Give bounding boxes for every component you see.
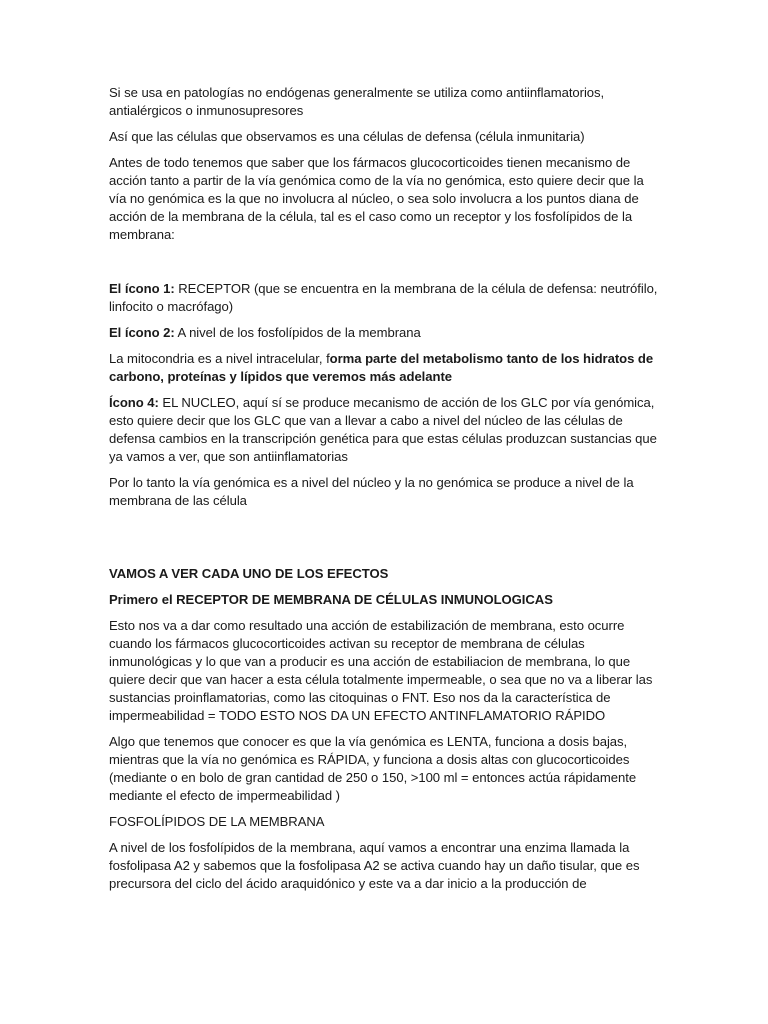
icono-1-label: El ícono 1: — [109, 281, 175, 296]
icono-4-label: Ícono 4: — [109, 395, 159, 410]
mitocondria-bold-text: orma parte del metabolismo tanto de los hidratos de carbono, proteínas y lípidos que veremos más adelante — [109, 351, 654, 384]
paragraph-uso-patologias: Si se usa en patologías no endógenas generalmente se utiliza como antiinflamatorios, antialérgicos o inmunosupresores — [109, 85, 605, 118]
mitocondria-text: La mitocondria es a nivel intracelular, f — [109, 351, 330, 366]
paragraph-fosfolipasa: A nivel de los fosfolípidos de la membrana, aquí vamos a encontrar una enzima llamada la fosfolipasa A2 y sabemos que la fosfolipasa A2 se activa cuando hay un daño tisular, que es precursora del ciclo del ácido araquidónico y este va a dar inicio a la producción de — [109, 840, 640, 891]
paragraph-mecanismo-accion: Antes de todo tenemos que saber que los fármacos glucocorticoides tienen mecanismo de acción tanto a partir de la vía genómica como de la vía no genómica, esto quiere decir que la vía no genómica es la que no involucra al núcleo, o sea solo involucra a los puntos diana de acción de la membrana de la célula, tal es el caso como un receptor y los fosfolípidos de la membrana: — [109, 155, 644, 242]
icono-1-text: RECEPTOR (que se encuentra en la membrana de la célula de defensa: neutrófilo, linfocito o macrófago) — [109, 281, 658, 314]
paragraph-icono-4 — [109, 394, 661, 466]
paragraph-icono-2 — [109, 324, 661, 342]
heading-receptor-membrana: Primero el RECEPTOR DE MEMBRANA DE CÉLULAS INMUNOLOGICAS — [109, 592, 553, 607]
icono-2-label: El ícono 2: — [109, 325, 175, 340]
paragraph-mitocondria — [109, 350, 661, 386]
document-body — [109, 84, 661, 901]
heading-fosfolipidos: FOSFOLÍPIDOS DE LA MEMBRANA — [109, 814, 325, 829]
paragraph-via-genomica-velocidad: Algo que tenemos que conocer es que la vía genómica es LENTA, funciona a dosis bajas, mientras que la vía no genómica es RÁPIDA, y funciona a dosis altas con glucocorticoides (mediante o en bolo de gran cantidad de 250 o 150, >100 ml = entonces actúa rápidamente mediante el efecto de impermeabilidad ) — [109, 734, 637, 803]
paragraph-resumen-vias: Por lo tanto la vía genómica es a nivel del núcleo y la no genómica se produce a nivel de la membrana de las célula — [109, 475, 634, 508]
paragraph-icono-1 — [109, 280, 661, 316]
heading-efectos: VAMOS A VER CADA UNO DE LOS EFECTOS — [109, 566, 389, 581]
icono-4-text: EL NUCLEO, aquí sí se produce mecanismo de acción de los GLC por vía genómica, esto quiere decir que los GLC que van a llevar a cabo a nivel del núcleo de las células de defensa cambios en la transcripción genética para que estas células produzcan sustancias que ya vamos a ver, que son antiinflamatorias — [109, 395, 657, 464]
paragraph-estabilizacion-membrana: Esto nos va a dar como resultado una acción de estabilización de membrana, esto ocurre cuando los fármacos glucocorticoides activan su receptor de membrana de células inmunológicas y lo que van a producir es una acción de estabiliacion de membrana, lo que quiere decir que van hacer a esta célula totalmente impermeable, o sea que no va a liberar las sustancias proinflamatorias, como las citoquinas o FNT. Eso nos da la característica de impermeabilidad = TODO ESTO NOS DA UN EFECTO ANTINFLAMATORIO RÁPIDO — [109, 618, 653, 723]
icono-2-text: A nivel de los fosfolípidos de la membrana — [174, 325, 421, 340]
paragraph-celulas-defensa: Así que las células que observamos es una células de defensa (célula inmunitaria) — [109, 129, 585, 144]
